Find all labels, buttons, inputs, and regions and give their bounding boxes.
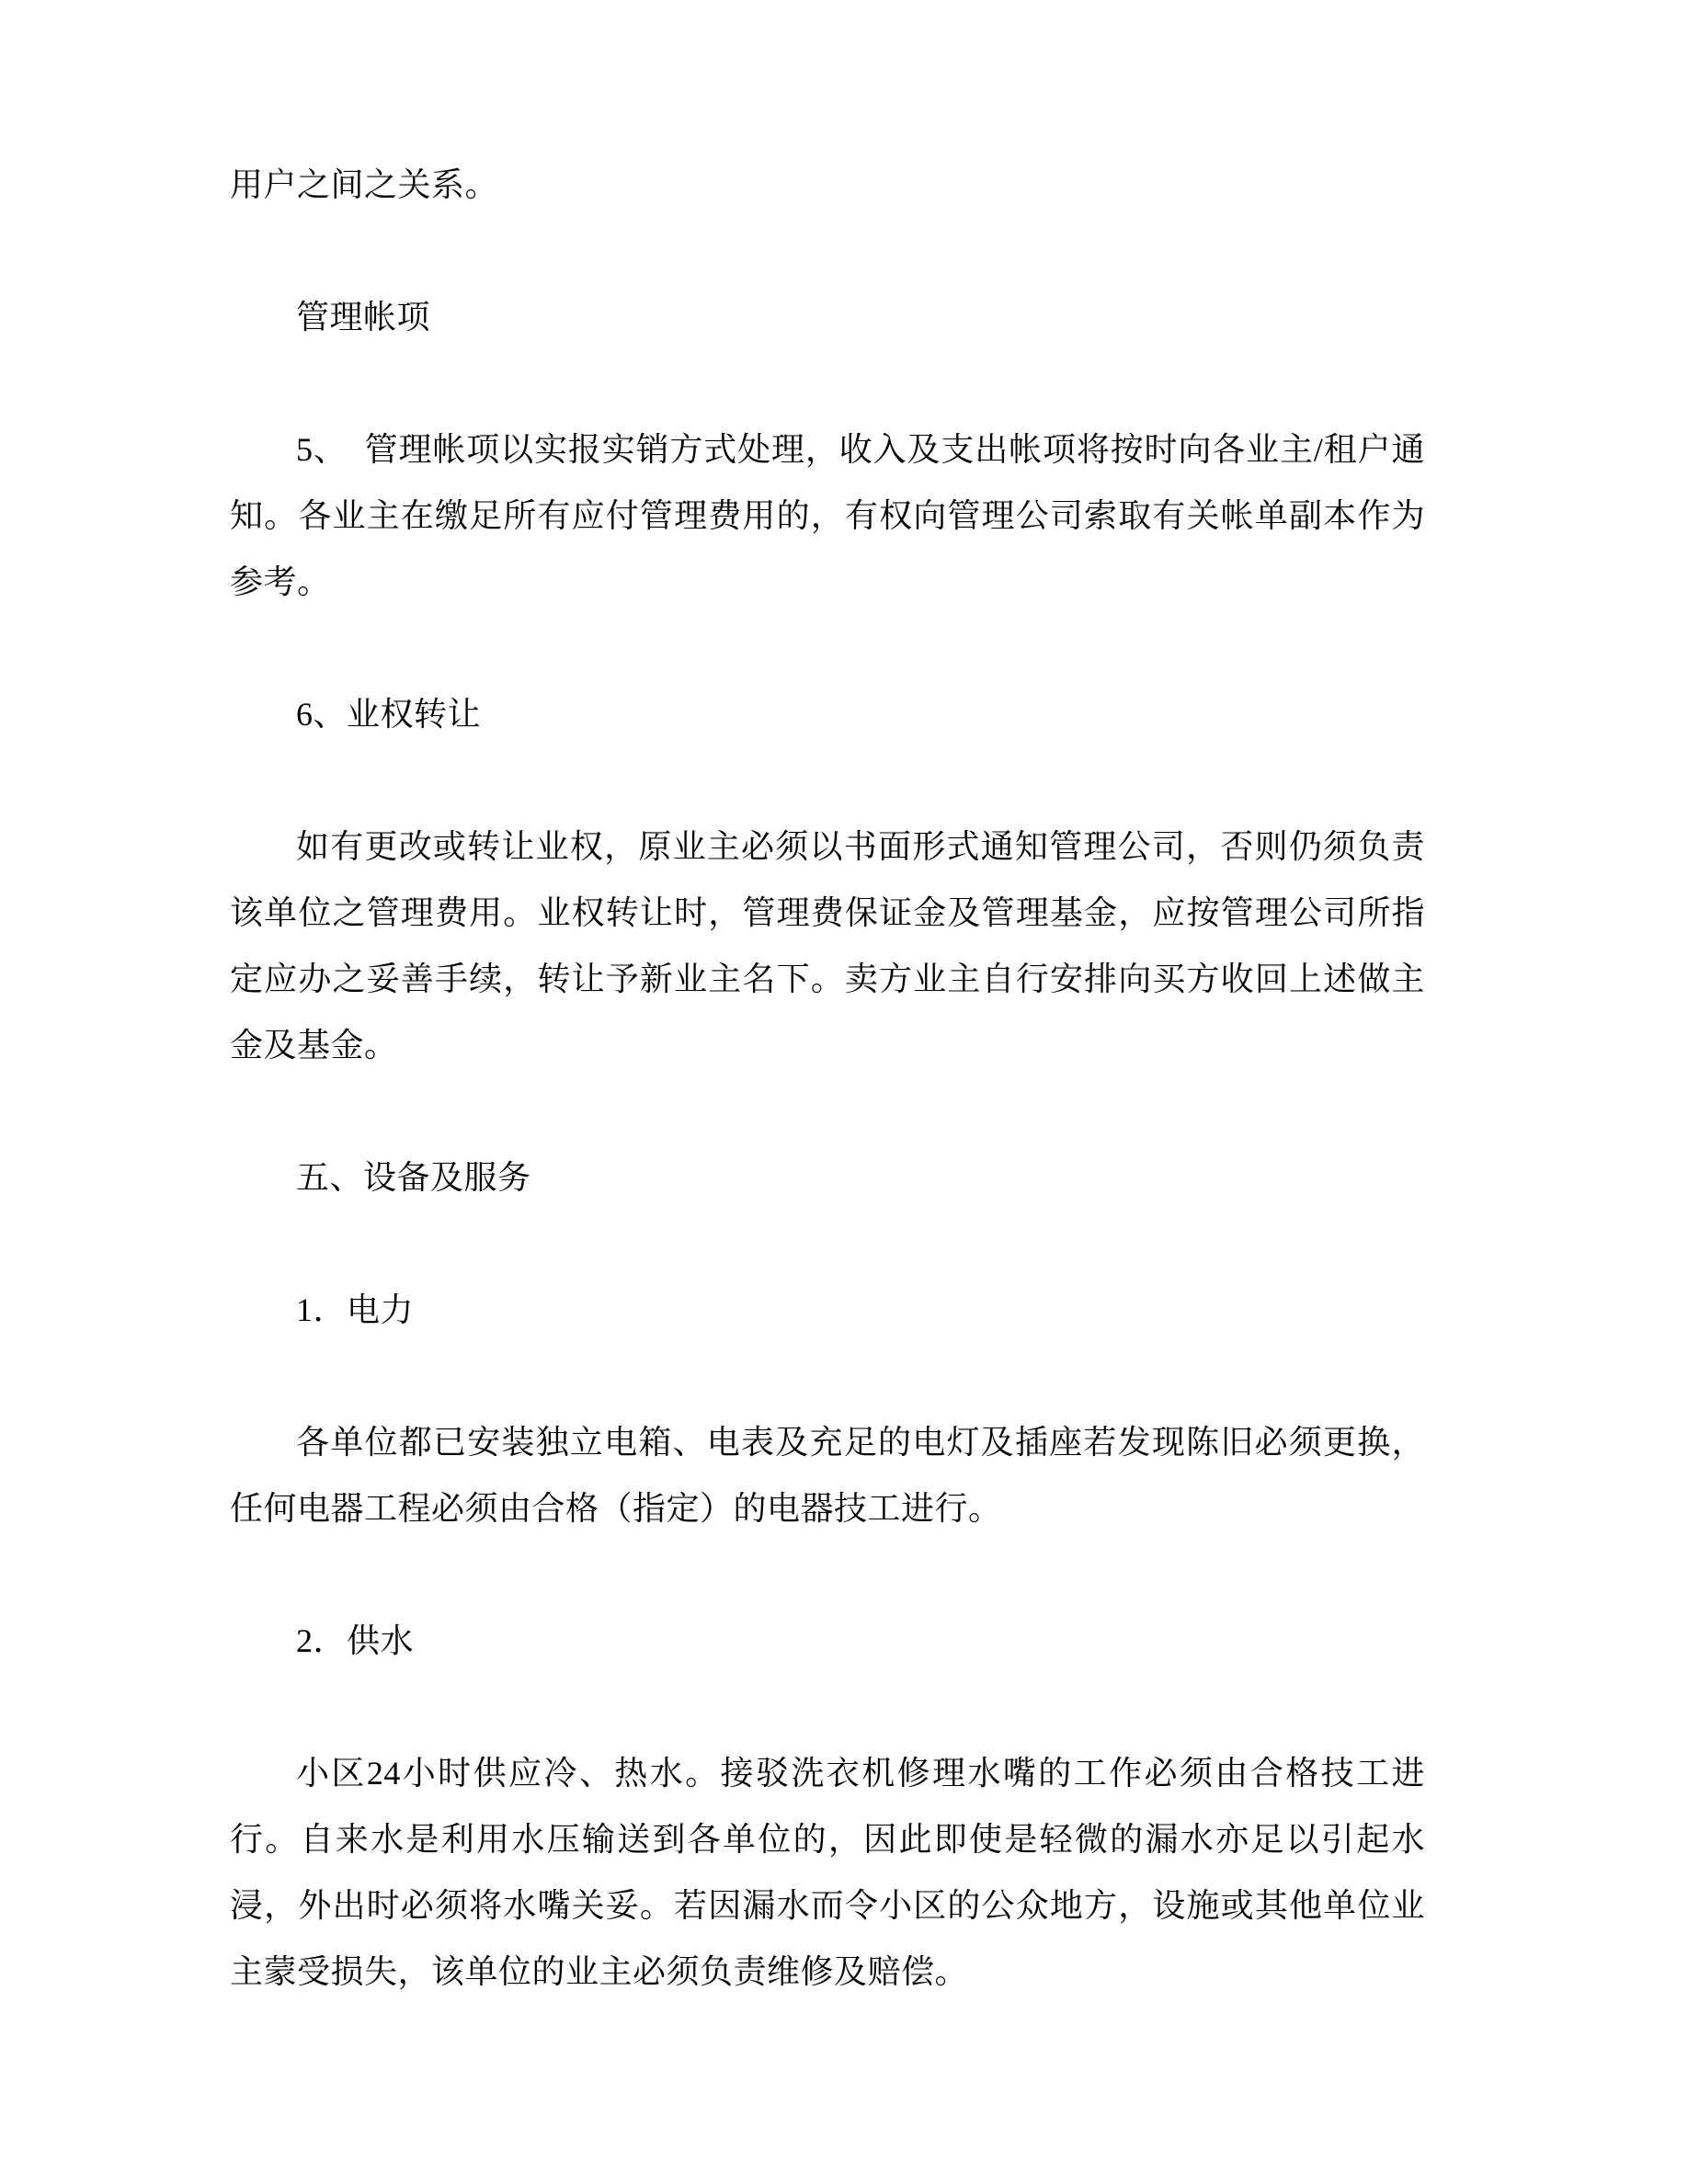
paragraph-electricity: 各单位都已安装独立电箱、电表及充足的电灯及插座若发现陈旧必须更换，任何电器工程必须由合格（指定）的电器技工进行。	[230, 1424, 1425, 1527]
heading-management-accounts: 管理帐项	[296, 299, 431, 336]
paragraph-ownership-transfer: 如有更改或转让业权，原业主必须以书面形式通知管理公司，否则仍须负责该单位之管理费用。业权转让时，管理费保证金及管理基金，应按管理公司所指定应办之妥善手续，转让予新业主名下。卖方业主自行安排向买方收回上述做主金及基金。	[230, 828, 1425, 1064]
heading-item-6-ownership-transfer: 6、业权转让	[296, 696, 482, 733]
paragraph-water-supply: 小区24小时供应冷、热水。接驳洗衣机修理水嘴的工作必须由合格技工进行。自来水是利用水压输送到各单位的，因此即使是轻微的漏水亦足以引起水浸，外出时必须将水嘴关妥。若因漏水而令小区的公众地方，设施或其他单位业主蒙受损失，该单位的业主必须负责维修及赔偿。	[230, 1755, 1425, 1990]
heading-section-5-facilities-and-services: 五、设备及服务	[296, 1159, 531, 1196]
paragraph-item-5-management-accounts: 5、 管理帐项以实报实销方式处理，收入及支出帐项将按时向各业主/租户通知。各业主在缴足所有应付管理费用的，有权向管理公司索取有关帐单副本作为参考。	[230, 431, 1425, 600]
heading-item-1-electricity: 1．电力	[296, 1291, 415, 1328]
paragraph-continuation: 用户之间之关系。	[230, 166, 499, 203]
heading-item-2-water-supply: 2．供水	[296, 1622, 415, 1659]
